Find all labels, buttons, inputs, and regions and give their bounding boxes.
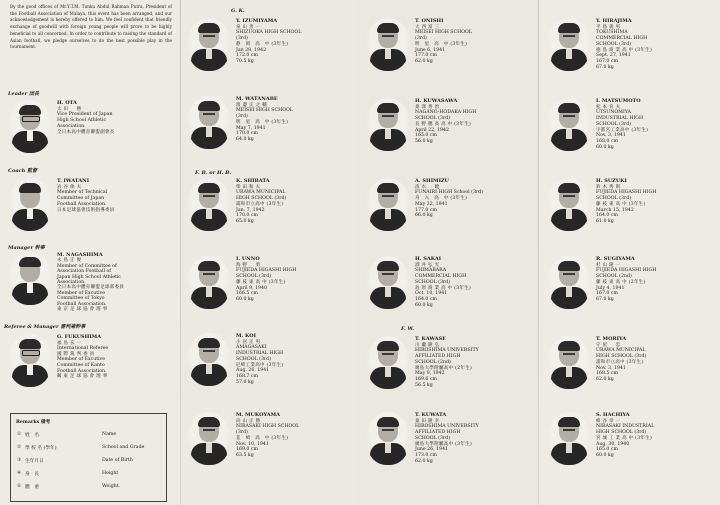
player-height: 168.7 cm (236, 373, 258, 379)
player-name-jp: 清 水 暁 (415, 184, 440, 190)
player-name: T. KUWATA (415, 412, 447, 418)
player-school: FUJIEDA HIGASHI HIGH (596, 190, 657, 196)
official-photo (8, 178, 52, 231)
official-role-line: 日本足球協會技術指導委員 (57, 207, 115, 213)
player-photo (366, 256, 410, 309)
player-school: FUNAIRI HIGH School (3rd) (415, 190, 484, 196)
player-height: 169.6 cm (415, 376, 437, 382)
official-role-line: Committee of Tokyo (57, 296, 105, 302)
player-school: SCHOOL (3rd) (415, 116, 451, 122)
player-school-jp: 廣島大學附屬高中 (2年生) (415, 365, 473, 371)
official-name: H. OTA (57, 100, 77, 106)
official-role-line: High School Athletic (57, 118, 107, 124)
player-school: NIRASAKI INDUSTRIAL (596, 424, 655, 430)
player-name-jp: 酒 井 弘 光 (415, 262, 440, 268)
remarks-row: ④ 身 長 Height (17, 471, 119, 477)
player-dob: April 22, 1942 (415, 127, 449, 133)
player-height: 177.0 cm (415, 207, 437, 213)
player-name-jp: 川 瀬 隆 弘 (415, 342, 440, 348)
player-weight: 62.0 kg (596, 376, 614, 382)
player-weight: 60.0 kg (596, 144, 614, 150)
player-photo (187, 178, 231, 231)
official-name-jp: 岩 谷 俊 夫 (57, 184, 82, 190)
official-role-line: Football Association. (57, 301, 107, 307)
player-photo (187, 18, 231, 71)
player-weight: 56.5 kg (415, 382, 433, 388)
player-school: URAWA MUNICIPAL (596, 348, 646, 354)
official-role-line: Committee of Japan (57, 196, 105, 202)
player-name: T. MORIYA (596, 336, 627, 342)
player-name: R. SUGIYAMA (596, 256, 635, 262)
player-school-jp: 浦和市立高中 (3年生) (596, 359, 644, 365)
player-name: H. SUZUKI (596, 178, 627, 184)
official-role-line: 全日本高中體育聯盟副會長 (57, 129, 115, 135)
player-school: COMMERCIAL HIGH (596, 36, 648, 42)
player-dob: Sept. 27, 1941 (596, 53, 631, 59)
player-name: T. ONISHI (415, 18, 444, 24)
player-photo (187, 412, 231, 465)
player-name-jp: 泉 山 善 一 (236, 24, 261, 30)
player-school: MEISEI HIGH SCHOOL (236, 108, 293, 114)
player-dob: Oct. 10, 1941 (415, 291, 448, 297)
player-name: H. KUWASAWA (415, 98, 458, 104)
official-role-line: International Referee (57, 346, 109, 352)
player-dob: June 6, 1941 (415, 47, 446, 53)
player-height: 177.0 cm (415, 53, 437, 59)
player-school-jp: 尼崎工業高中 (3年生) (236, 362, 284, 368)
remarks-row: ③ 生年月日 Date of Birth (17, 458, 133, 464)
player-school: INDUSTRIAL HIGH (596, 116, 644, 122)
player-school-jp: 藤 枝 東 高 中 (3年生) (236, 279, 286, 285)
player-name: A. SHIMIZU (415, 178, 449, 184)
player-name: I. MATSUMOTO (596, 98, 641, 104)
section-manager-label: Manager 幹事 (8, 245, 45, 251)
remarks-row: ⑤ 體 重 Weight. (17, 484, 121, 490)
player-name: H. SAKAI (415, 256, 442, 262)
player-name-jp: 柴 田 和 夫 (236, 184, 261, 190)
player-weight: 67.0 kg (596, 64, 614, 70)
player-school: URAWA MUNICIPAL (236, 190, 286, 196)
player-name-jp: 蜂 谷 章 一 (596, 418, 621, 424)
player-weight: 67.0 kg (596, 296, 614, 302)
player-weight: 56.0 kg (415, 138, 433, 144)
section-gk-label: G. K. (231, 8, 245, 14)
official-name-jp: 太 田 勝 (57, 106, 82, 112)
player-name: Y. IZUMIYAMA (236, 18, 278, 24)
player-photo (547, 336, 591, 389)
player-height: 172.0 cm (236, 53, 258, 59)
player-photo (187, 333, 231, 386)
player-dob: June 26, 1941 (415, 447, 449, 453)
player-school-jp: 島 原 商 業 高 中 (3年生) (415, 285, 472, 291)
player-height: 164.0 cm (415, 296, 437, 302)
page-players-col4 (539, 0, 720, 505)
player-school: (3rd) (236, 36, 248, 42)
player-dob: Jan. 7, 1942 (236, 207, 265, 213)
player-photo (187, 96, 231, 149)
player-name: T. KAWASE (415, 336, 446, 342)
player-school: SCHOOL (2nd) (596, 274, 632, 280)
section-referee-label: Referee & Manager 審判兼幹事 (4, 324, 86, 330)
player-school: SCHOOL (3rd) (596, 121, 632, 127)
player-school: MEISEI HIGH SCHOOL (415, 30, 472, 36)
player-weight: 60.0 kg (415, 302, 433, 308)
player-name-jp: 平 島 義 男 (596, 24, 621, 30)
player-dob: March 15, 1942 (596, 207, 634, 213)
player-school: NIRASAKI HIGH SCHOOL (236, 424, 300, 430)
player-name-jp: 杉 山 隆 一 (596, 262, 621, 268)
intro-paragraph: By the good offices of Mr.Y.T.M. Tunku Abdul Rahman Putra, President of the Football Association of Malaya, this event has been arranged, and our acknowledgement is hereby offered to him. We feel confident that friendly exchange of goodwill with foreign young people will prove to be highly beneficial to all concerned. In order to contribute to raising the standard of Asian football, we pledge ourselves to do the best possible play in the tournament. (10, 4, 172, 50)
player-photo (366, 336, 410, 389)
player-name: M. MUKOYAMA (236, 412, 281, 418)
player-school: SHIZUOKA HIGH SCHOOL (236, 30, 302, 36)
player-dob: April 9, 1940 (236, 285, 268, 291)
player-school: HIROSHIMA UNIVERSITY (415, 424, 479, 430)
official-role-line: 全日本高中體育聯盟足球部委員 (57, 285, 125, 291)
section-leader-label: Leader 団長 (8, 91, 39, 97)
player-school-jp: 宇都宮工業高中 (3年生) (596, 127, 649, 133)
player-photo (366, 412, 410, 465)
remarks-row: ② 學 校 名 (學年) School and Grade (17, 445, 145, 451)
player-height: 166.5 cm (236, 291, 258, 297)
player-name-jp: 桑 澤 秀 治 (415, 104, 440, 110)
remarks-box (10, 413, 167, 502)
official-role-line: Member of Excutive (57, 290, 106, 296)
player-school: HIGH SCHOOL (3rd) (236, 196, 287, 202)
player-photo (366, 18, 410, 71)
player-dob: Jan 28, 1942 (236, 47, 267, 53)
player-name-jp: 小 居 正 男 (236, 339, 261, 345)
player-height: 168.0 cm (596, 138, 618, 144)
player-school: (3rd) (415, 36, 427, 42)
player-height: 165.0 cm (596, 447, 618, 453)
player-photo (547, 18, 591, 71)
player-school-jp: 廣島大學附屬高中 (3年生) (415, 441, 473, 447)
player-weight: 70.5 kg (236, 58, 254, 64)
player-photo (547, 256, 591, 309)
player-school: UTSUNOMIYA (596, 110, 631, 116)
official-name-jp: 永 島 正 俊 (57, 258, 82, 264)
official-role-line: 東 京 足 球 協 會 理 事 (57, 307, 108, 313)
player-dob: Nov. 3, 1941 (596, 133, 626, 139)
player-school: NAGANO-HODAKA HIGH (415, 110, 477, 116)
player-name: Y. HIRAJIMA (596, 18, 632, 24)
player-weight: 61.0 kg (596, 218, 614, 224)
player-weight: 64.0 kg (236, 136, 254, 142)
player-school: SCHOOL (3rd) (596, 41, 632, 47)
player-height: 164.0 cm (596, 213, 618, 219)
official-role-line: Japan High School Athletic (57, 274, 122, 280)
player-school: SHIMABARA (415, 268, 447, 274)
player-name: M. WATANABE (236, 96, 278, 102)
section-fb-hb-label: F. B. or H. B. (195, 170, 232, 176)
player-dob: May 7, 1941 (236, 125, 266, 131)
player-school: SCHOOL (3rd) (596, 196, 632, 202)
remarks-row: ① 姓 名 Name (17, 432, 117, 438)
player-name: I. UNNO (236, 256, 260, 262)
player-school: (3rd) (236, 430, 248, 436)
player-name-jp: 守 屋 忠 (596, 342, 621, 348)
official-role-line: Member of Committee of (57, 263, 117, 269)
player-school: SCHOOL (2nd) (415, 359, 451, 365)
player-dob: Aug. 30, 1940 (596, 441, 630, 447)
player-name-jp: 海 野 勇 (236, 262, 261, 268)
player-dob: May 9, 1942 (415, 371, 445, 377)
player-height: 165.0 cm (415, 133, 437, 139)
section-coach-label: Coach 監督 (8, 168, 37, 174)
player-school: AFFILIATED HIGH (415, 354, 461, 360)
official-name: G. FUKUSHIMA (57, 334, 102, 340)
player-school-jp: 明 星 高 中 (3年生) (236, 119, 289, 125)
player-school-jp: 舟 入 高 中 (3年生) (415, 196, 468, 202)
official-role-line: Association Football of (57, 269, 112, 275)
section-fw-label: F. W. (401, 326, 415, 332)
player-height: 170.0 cm (236, 213, 258, 219)
official-role-line: Association. (57, 123, 86, 129)
player-name-jp: 鈴 木 秀 則 (596, 184, 621, 190)
player-weight: 62.0 kg (415, 58, 433, 64)
player-school: HIROSHIMA UNIVERSITY (415, 348, 479, 354)
player-photo (547, 98, 591, 151)
player-school: HIGH SCHOOL (3rd) (596, 354, 647, 360)
official-name: M. NAGASHIMA (57, 252, 103, 258)
player-name: M. KOI (236, 333, 256, 339)
player-school-jp: 明 星 高 中 (3年生) (415, 41, 468, 47)
player-name-jp: 大 西 富 三 (415, 24, 440, 30)
player-school: FUJIEDA HIGASHI HIGH (236, 268, 297, 274)
player-school: FUJIEDA HIGASHI HIGH (596, 268, 657, 274)
player-weight: 60.0 kg (596, 452, 614, 458)
player-weight: 63.5 kg (236, 452, 254, 458)
player-school: (3rd) (236, 114, 248, 120)
player-school-jp: 宮 城 工 業 高 中 (3年生) (596, 435, 653, 441)
player-school: AFFILIATED HIGH (415, 430, 461, 436)
player-school: AMAGASAKI (236, 345, 267, 351)
page-players-col2 (181, 0, 358, 505)
player-school: HIGH SCHOOL (3rd) (596, 430, 647, 436)
player-school: TOKUSHIMA (596, 30, 628, 36)
player-name-jp: 渡 邊 正 之 輔 (236, 102, 267, 108)
player-height: 169.0 cm (236, 447, 258, 453)
official-photo (8, 334, 52, 387)
player-weight: 60.0 kg (236, 296, 254, 302)
player-dob: May 22, 1941 (415, 201, 448, 207)
player-school: SCHOOL (3rd) (415, 435, 451, 441)
player-dob: July 4, 1941 (596, 285, 625, 291)
player-school-jp: 韮 崎 高 中 (3年生) (236, 435, 289, 441)
player-school-jp: 徳 島 商 業 高 中 (3年生) (596, 47, 653, 53)
official-role-line: Member of Technical (57, 190, 108, 196)
page-officials (0, 0, 180, 505)
player-name-jp: 桑 田 隆 幸 (415, 418, 440, 424)
player-school-jp: 浦和市立高中 (3年生) (236, 201, 284, 207)
player-name: S. HACHIYA (596, 412, 630, 418)
player-photo (366, 98, 410, 151)
official-role-line: Vice President of Japan (57, 112, 113, 118)
player-height: 167.0 cm (596, 58, 618, 64)
player-dob: Nov. 10, 1941 (236, 441, 269, 447)
official-photo (8, 252, 52, 305)
player-school: COMMERCIAL HIGH (415, 274, 467, 280)
player-dob: Aug. 26, 1941 (236, 368, 270, 374)
official-role-line: Association. (57, 280, 86, 286)
player-name-jp: 松 本 育 夫 (596, 104, 621, 110)
player-school: SCHOOL (3rd) (415, 279, 451, 285)
player-photo (366, 178, 410, 231)
player-weight: 57.0 kg (236, 379, 254, 385)
player-name-jp: 向 山 正 勝 (236, 418, 261, 424)
player-school: SCHOOL (3rd) (236, 356, 272, 362)
player-photo (187, 256, 231, 309)
player-height: 168.5 cm (596, 371, 618, 377)
player-weight: 62.0 kg (415, 458, 433, 464)
player-school: SCHOOL (3rd) (236, 274, 272, 280)
player-height: 173.0 cm (415, 452, 437, 458)
official-role-line: 國 際 裁 判 委 員 (57, 351, 95, 357)
official-name-jp: 福 島 玄 一 (57, 340, 82, 346)
remarks-title: Remarks 備考 (16, 420, 51, 425)
player-photo (547, 178, 591, 231)
official-role-line: Football Association. (57, 201, 107, 207)
official-role-line: Committee of Kanto (57, 362, 105, 368)
official-photo (8, 100, 52, 153)
official-role-line: Member of Excutive (57, 357, 106, 363)
player-photo (547, 412, 591, 465)
player-school-jp: 長 野 穂 高 高 中 (3年生) (415, 121, 472, 127)
player-school: INDUSTRIAL HIGH (236, 351, 284, 357)
official-name: T. IWATANI (57, 178, 90, 184)
player-height: 167.0 cm (596, 291, 618, 297)
player-school-jp: 藤 枝 東 高 中 (3年生) (596, 201, 646, 207)
player-school-jp: 静 岡 高 中 (3年生) (236, 41, 289, 47)
official-role-line: 關 東 足 球 協 會 理 事 (57, 374, 108, 380)
official-role-line: Football Association. (57, 368, 107, 374)
player-height: 170.0 cm (236, 131, 258, 137)
page-players-col3 (358, 0, 539, 505)
player-weight: 65.0 kg (236, 218, 254, 224)
player-weight: 66.0 kg (415, 213, 433, 219)
player-name: K. SHIBATA (236, 178, 270, 184)
player-dob: Nov. 3, 1941 (596, 365, 626, 371)
player-school-jp: 藤 枝 東 高 中 (2年生) (596, 279, 646, 285)
